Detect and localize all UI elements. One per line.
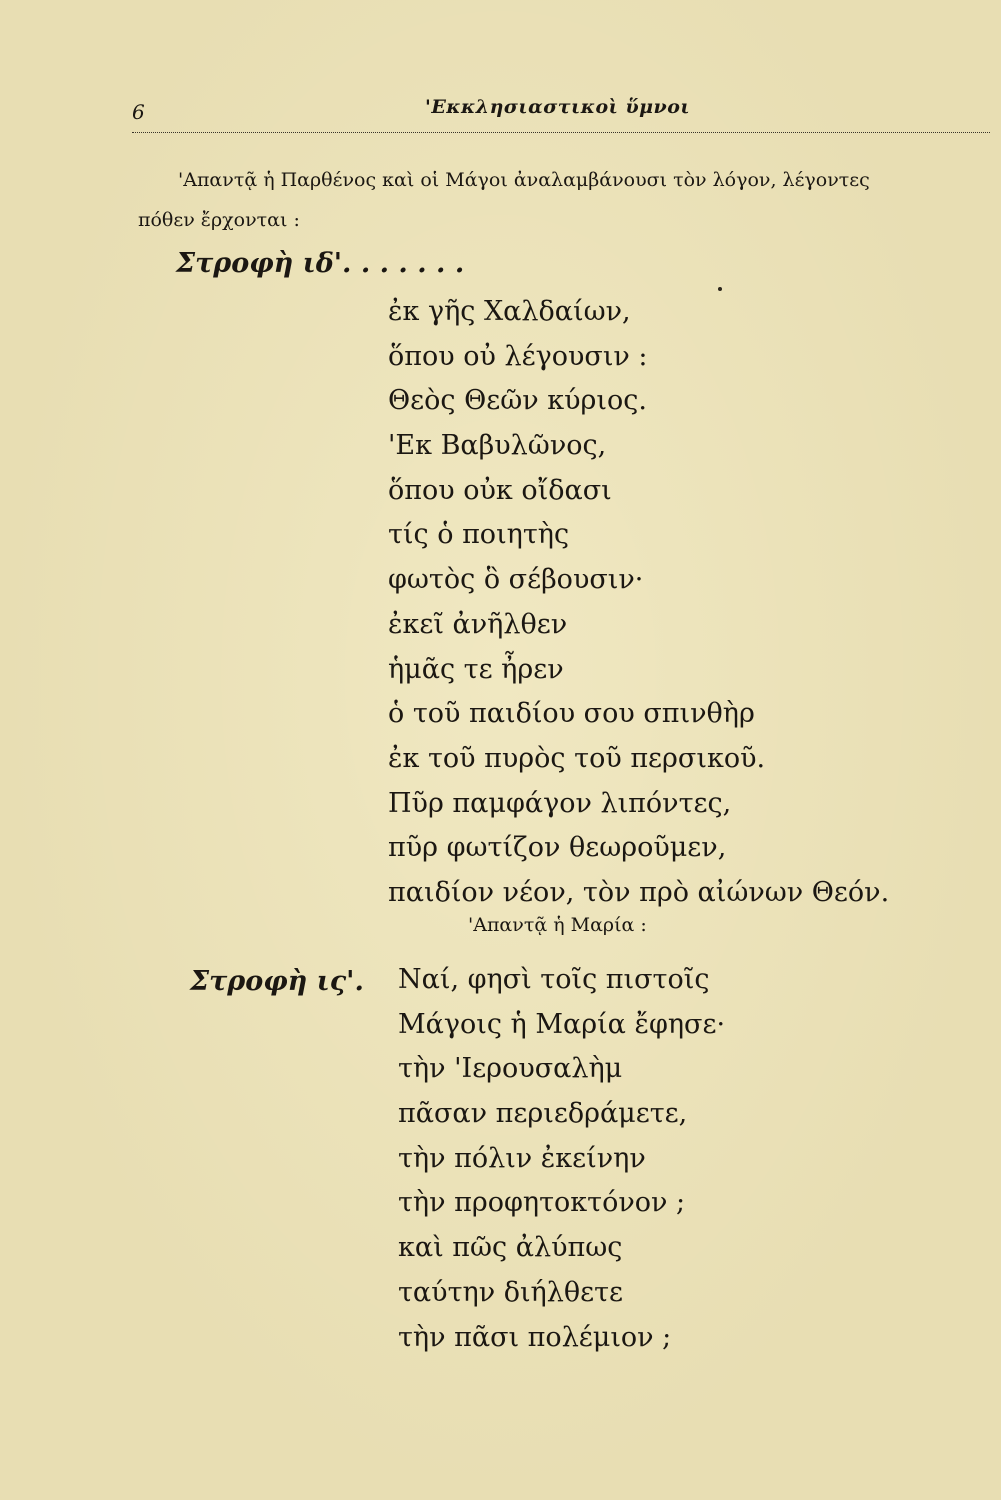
verse-line: πῦρ φωτίζον θεωροῦμεν,: [388, 832, 727, 864]
verse-line: φωτὸς ὃ σέβουσιν·: [388, 564, 644, 596]
page-number: 6: [132, 100, 145, 124]
verse-line: τίς ὁ ποιητὴς: [388, 519, 570, 551]
running-head: 'Εκκλησιαστικοὶ ὕμνοι: [425, 96, 691, 118]
strophe-16-label: Στροφὴ ις'.: [190, 966, 364, 997]
verse-line: ταύτην διήλθετε: [398, 1276, 623, 1308]
verse-line: ἐκεῖ ἀνῆλθεν: [388, 608, 568, 640]
strophe-16-verse: [398, 958, 725, 1360]
verse-line: ὁ τοῦ παιδίου σου σπινθὴρ: [388, 698, 755, 730]
ink-speck: [718, 287, 722, 291]
interlude-line: 'Απαντᾷ ἡ Μαρία :: [468, 914, 647, 936]
verse-line: ὅπου οὐκ οἴδασι: [388, 474, 612, 506]
verse-line: Ναί, φησὶ τοῖς πιστοῖς: [398, 964, 710, 995]
verse-line: τὴν προφητοκτόνον ;: [398, 1187, 686, 1219]
verse-line: Μάγοις ἡ Μαρία ἔφησε·: [398, 1008, 726, 1040]
intro-line-2: πόθεν ἔρχονται :: [138, 209, 300, 231]
verse-line: ὅπου οὐ λέγουσιν :: [388, 340, 648, 372]
intro-line-1: 'Απαντᾷ ἡ Παρθένος καὶ οἱ Μάγοι ἀναλαμβάνουσι τὸν λόγον, λέγοντες: [178, 169, 870, 191]
verse-line: τὴν 'Ιερουσαλὴμ: [398, 1053, 623, 1085]
verse-line: ἐκ τοῦ πυρὸς τοῦ περσικοῦ.: [388, 742, 766, 774]
verse-line: παιδίον νέον, τὸν πρὸ αἰώνων Θεόν.: [388, 876, 890, 908]
strophe-14-label: Στροφὴ ιδ'. . . . . . .: [176, 248, 465, 279]
verse-line: ἡμᾶς τε ἦρεν: [388, 653, 564, 685]
strophe-14-verse: [388, 290, 889, 916]
verse-line: καὶ πῶς ἀλύπως: [398, 1232, 623, 1264]
verse-line: τὴν πᾶσι πολέμιον ;: [398, 1321, 672, 1353]
header-rule: [132, 132, 990, 133]
verse-line: τὴν πόλιν ἐκείνην: [398, 1142, 646, 1174]
verse-line: 'Εκ Βαβυλῶνος,: [388, 430, 607, 462]
verse-line: ἐκ γῆς Χαλδαίων,: [388, 296, 631, 327]
verse-line: Θεὸς Θεῶν κύριος.: [388, 385, 647, 417]
verse-line: πᾶσαν περιεδράμετε,: [398, 1098, 688, 1130]
verse-line: Πῦρ παμφάγον λιπόντες,: [388, 787, 732, 819]
